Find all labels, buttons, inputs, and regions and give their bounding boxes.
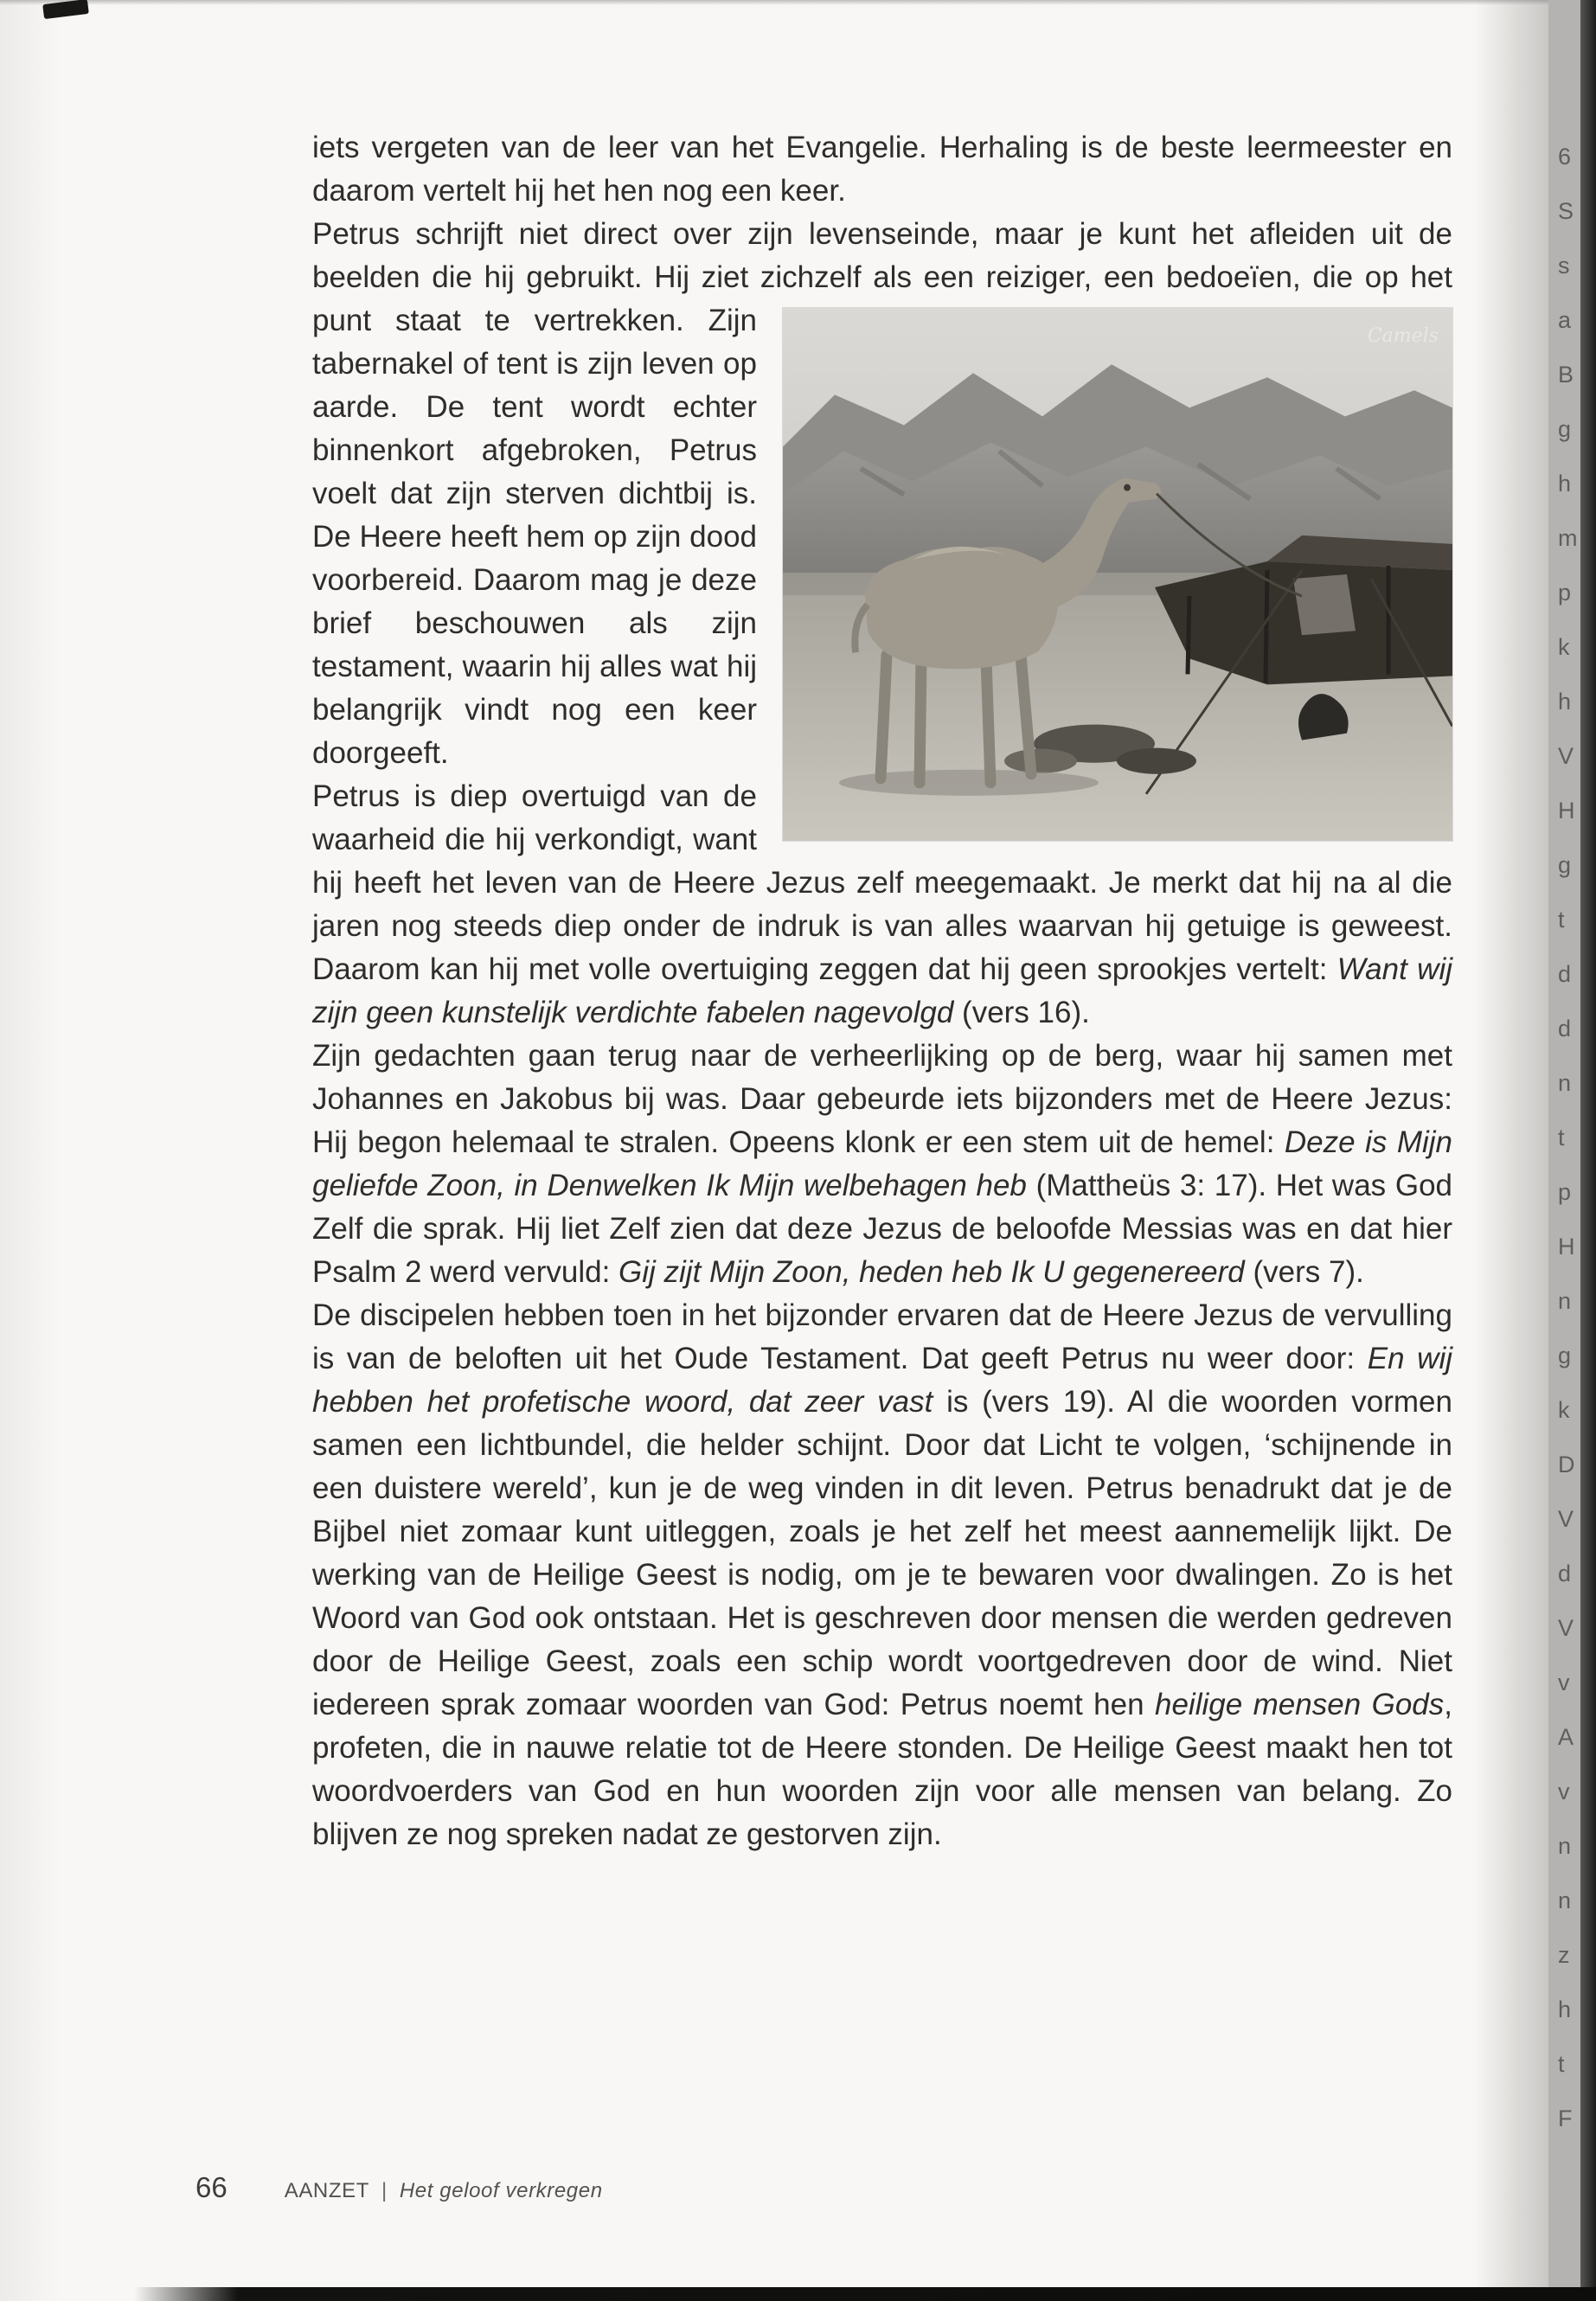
clipped-letter: k bbox=[1558, 1397, 1570, 1423]
scan-top-edge-shadow bbox=[0, 0, 1596, 5]
body-text-segment: (Mattheüs 3: 17). Het was God Zelf die sprak. Hij liet Zelf zien dat deze Jezus de beloofde Messias was en dat hier Psalm 2 werd vervuld: bbox=[312, 1169, 1453, 1289]
paragraph bbox=[312, 126, 1452, 213]
body-text-segment: het punt staat te vertrekken. Zijn tabernakel of tent is zijn leven op aarde. De tent wordt echter binnenkort afgebroken, Petrus voelt dat zijn sterven dichtbij is. De Heere heeft hem op zijn dood voorbereid. Daarom mag je deze brief beschouwen als zijn testament, waarin hij alles wat hij belangrijk vindt nog een keer doorgeeft. bbox=[312, 260, 1452, 770]
clipped-letter: t bbox=[1558, 2051, 1565, 2077]
book-title: AANZET bbox=[284, 2179, 369, 2202]
page-curve-shadow bbox=[1475, 0, 1548, 2301]
facing-page-text-fragments bbox=[1558, 130, 1581, 2146]
clipped-letter: d bbox=[1558, 961, 1572, 987]
paragraph bbox=[312, 1035, 1452, 1294]
chapter-title: Het geloof verkregen bbox=[399, 2179, 603, 2202]
body-text-segment: Petrus is diep overtuigd van de waarheid die hij verkondigt, want hij heeft het leven van de Heere Jezus zelf meegemaakt. Je merkt dat hij na al die jaren nog steeds diep onder de indruk is van alles waarvan hij getuige is geweest. Daarom kan hij met volle overtuiging zeggen dat hij geen sprookjes vertelt: bbox=[312, 779, 1452, 986]
scripture-quote: heilige mensen Gods bbox=[1155, 1688, 1445, 1721]
clipped-letter: m bbox=[1558, 525, 1578, 551]
paragraph bbox=[312, 213, 1452, 775]
clipped-letter: h bbox=[1558, 1997, 1572, 2022]
clipped-letter: H bbox=[1558, 798, 1575, 824]
clipped-letter: d bbox=[1558, 1016, 1572, 1042]
clipped-letter: h bbox=[1558, 689, 1572, 715]
clipped-letter: S bbox=[1558, 198, 1574, 224]
clipped-letter: v bbox=[1558, 1670, 1570, 1695]
clipped-letter: n bbox=[1558, 1288, 1572, 1314]
scripture-quote: En wij hebben het profetische woord, dat zeer vast bbox=[312, 1342, 1452, 1419]
body-text-segment: is (vers 19). Al die woorden vormen samen een lichtbundel, die helder schijnt. Door dat Licht te volgen, ‘schijnende in een duistere wereld’, kun je de weg vinden in dit leven. Petrus benadrukt dat je de Bijbel niet zomaar kunt uitleggen, zoals je het zelf het meest aannemelijk lijkt. De werking van de Heilige Geest is nodig, om je te bewaren voor dwalingen. Zo is het Woord van God ook ontstaan. Het is geschreven door mensen die werden gedreven door de Heilige Geest, zoals een schip wordt voortgedreven door de wind. Niet iedereen sprak zomaar woorden van God: Petrus noemt hen bbox=[312, 1385, 1452, 1721]
clipped-letter: V bbox=[1558, 1615, 1574, 1641]
clipped-letter: 6 bbox=[1558, 144, 1572, 170]
page-number: 66 bbox=[195, 2171, 228, 2203]
clipped-letter: a bbox=[1558, 307, 1572, 333]
clipped-letter: V bbox=[1558, 743, 1574, 769]
clipped-letter: F bbox=[1558, 2106, 1573, 2131]
scripture-quote: Deze is Mijn geliefde Zoon, in Denwelken Ik Mijn welbehagen heb bbox=[312, 1125, 1452, 1202]
clipped-letter: n bbox=[1558, 1888, 1572, 1913]
clipped-letter: V bbox=[1558, 1506, 1574, 1532]
clipped-letter: h bbox=[1558, 471, 1572, 497]
body-text bbox=[312, 126, 1452, 1856]
clipped-letter: k bbox=[1558, 634, 1570, 660]
desert-camel-photo bbox=[783, 308, 1452, 841]
clipped-letter: g bbox=[1558, 1343, 1572, 1368]
body-text-segment: Zijn gedachten gaan terug naar de verheerlijking op de berg, waar hij samen met Johannes en Jakobus bij was. Daar gebeurde iets bijzonders met de Heere Jezus: Hij begon helemaal te stralen. Opeens klonk er een stem uit de hemel: bbox=[312, 1039, 1452, 1159]
clipped-letter: g bbox=[1558, 852, 1572, 878]
clipped-letter: d bbox=[1558, 1561, 1572, 1586]
body-text-segment: (vers 7). bbox=[1244, 1255, 1364, 1289]
book-spine-edge bbox=[1580, 0, 1596, 2301]
clipped-letter: D bbox=[1558, 1452, 1575, 1477]
scanner-bottom-edge bbox=[134, 2287, 1596, 2301]
body-text-segment: , profeten, die in nauwe relatie tot de Heere stonden. De Heilige Geest maakt hen tot woordvoerders van God en hun woorden zijn voor alle mensen van belang. Zo blijven ze nog spreken nadat ze gestorven zijn. bbox=[312, 1688, 1453, 1851]
clipped-letter: t bbox=[1558, 1125, 1565, 1150]
clipped-letter: p bbox=[1558, 1179, 1572, 1205]
body-text-segment: Petrus schrijft niet direct over zijn levenseinde, maar je kunt het afleiden uit de beelden die hij gebruikt. Hij ziet zichzelf als een reiziger, een bedoeïen, die op bbox=[312, 217, 1452, 294]
running-title-separator: | bbox=[381, 2179, 388, 2202]
page-footer bbox=[195, 2171, 603, 2204]
clipped-letter: H bbox=[1558, 1234, 1575, 1259]
clipped-letter: n bbox=[1558, 1833, 1572, 1859]
body-text-segment: De discipelen hebben toen in het bijzonder ervaren dat de Heere Jezus de vervulling is van de beloften uit het Oude Testament. Dat geeft Petrus nu weer door: bbox=[312, 1298, 1452, 1375]
body-text-segment: (vers 16). bbox=[953, 996, 1090, 1029]
scripture-quote: Gij zijt Mijn Zoon, heden heb Ik U gegenereerd bbox=[619, 1255, 1245, 1289]
scripture-quote: Want wij zijn geen kunstelijk verdichte fabelen nagevolgd bbox=[312, 952, 1453, 1029]
clipped-letter: A bbox=[1558, 1724, 1574, 1750]
clipped-letter: p bbox=[1558, 580, 1572, 606]
paragraph bbox=[312, 1294, 1452, 1856]
clipped-letter: v bbox=[1558, 1779, 1570, 1804]
clipped-letter: s bbox=[1558, 253, 1570, 279]
clipped-letter: B bbox=[1558, 362, 1574, 388]
clipped-letter: z bbox=[1558, 1942, 1570, 1968]
photo-watermark-text: Camels bbox=[1367, 325, 1439, 347]
clipped-letter: n bbox=[1558, 1070, 1572, 1096]
body-text-segment: iets vergeten van de leer van het Evangelie. Herhaling is de beste leermeester en daarom vertelt hij het hen nog een keer. bbox=[312, 131, 1452, 208]
clipped-letter: g bbox=[1558, 416, 1572, 442]
clipped-letter: t bbox=[1558, 907, 1565, 933]
running-title bbox=[285, 2179, 603, 2203]
desert-scene-illustration bbox=[783, 308, 1452, 841]
